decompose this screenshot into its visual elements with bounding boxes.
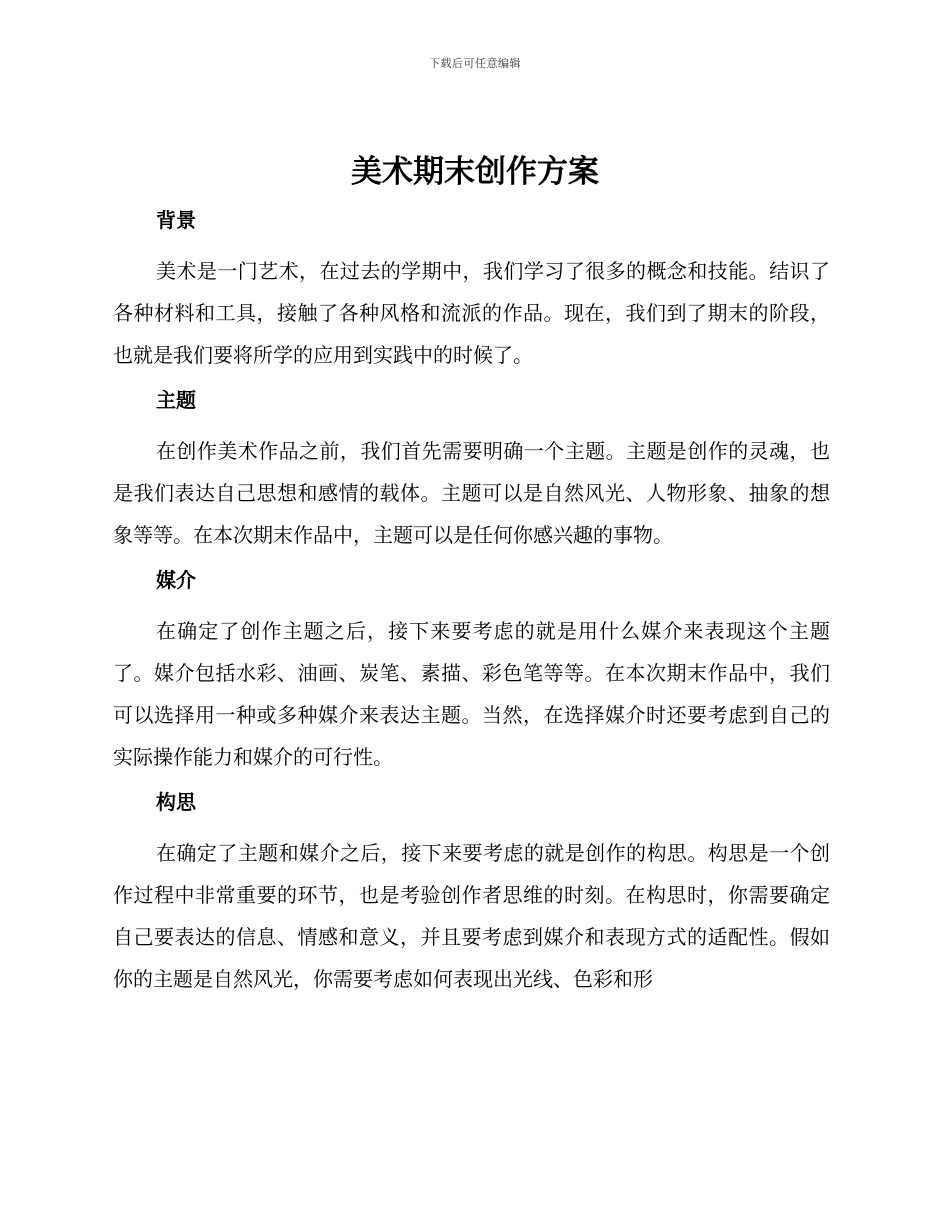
section-paragraph: 美术是一门艺术，在过去的学期中，我们学习了很多的概念和技能。结识了各种材料和工具，接触了各种风格和流派的作品。现在，我们到了期末的阶段，也就是我们要将所学的应用到实践中的时候了。 — [113, 259, 830, 367]
section-paragraph: 在确定了创作主题之后，接下来要考虑的就是用什么媒介来表现这个主题了。媒介包括水彩、油画、炭笔、素描、彩色笔等等。在本次期末作品中，我们可以选择用一种或多种媒介来表达主题。当然，在选择媒介时还要考虑到自己的实际操作能力和媒介的可行性。 — [113, 619, 830, 769]
section-paragraph: 在确定了主题和媒介之后，接下来要考虑的就是创作的构思。构思是一个创作过程中非常重要的环节，也是考验创作者思维的时刻。在构思时，你需要确定自己要表达的信息、情感和意义，并且要考虑到媒介和表现方式的适配性。假如你的主题是自然风光，你需要考虑如何表现出光线、色彩和形 — [113, 841, 830, 991]
section-heading: 背景 — [156, 208, 196, 232]
section-heading: 媒介 — [156, 568, 196, 592]
section-heading: 主题 — [156, 388, 196, 412]
header-note: 下载后可任意编辑 — [429, 57, 521, 70]
document-title: 美术期末创作方案 — [351, 154, 599, 190]
section-theme — [113, 380, 830, 560]
section-background — [113, 200, 830, 380]
section-medium — [113, 560, 830, 782]
section-concept — [113, 782, 830, 1000]
section-heading: 构思 — [156, 790, 196, 814]
section-paragraph: 在创作美术作品之前，我们首先需要明确一个主题。主题是创作的灵魂，也是我们表达自己思想和感情的载体。主题可以是自然风光、人物形象、抽象的想象等等。在本次期末作品中，主题可以是任何你感兴趣的事物。 — [113, 439, 830, 547]
document-body — [113, 200, 830, 1000]
